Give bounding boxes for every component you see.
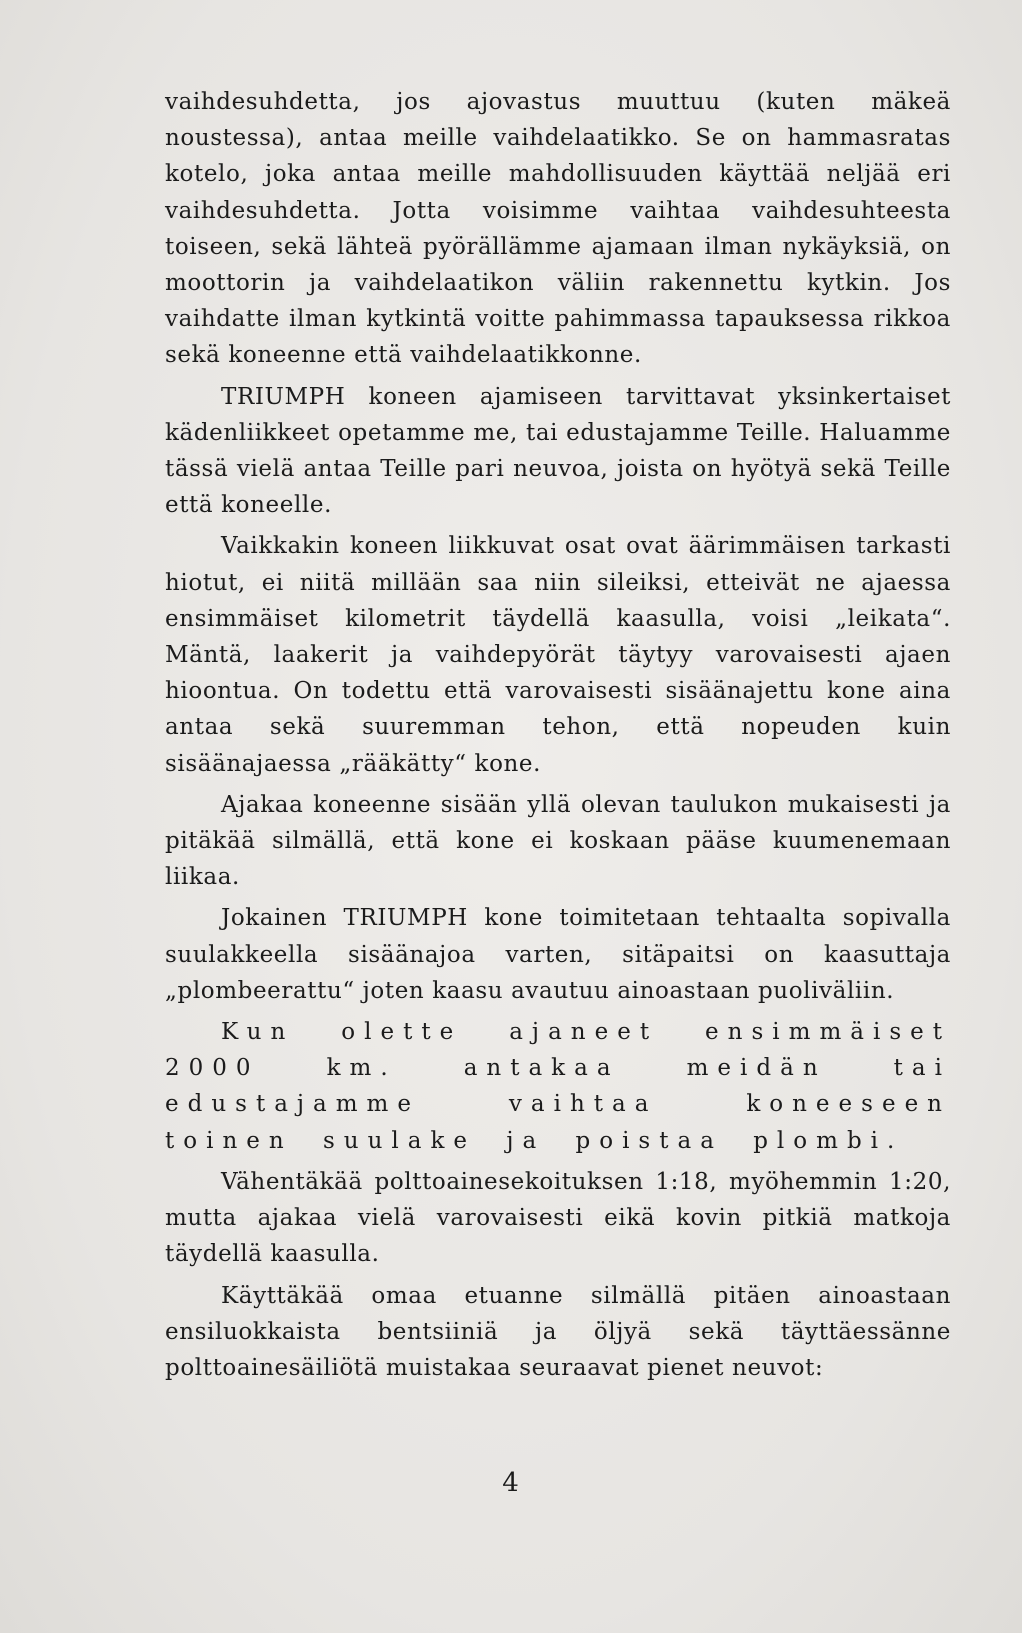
paragraph-triumph-handling: TRIUMPH koneen ajamiseen tarvittavat yksinkertaiset kädenliikkeet opetamme me, tai edustajamme Teille. Haluamme tässä vielä antaa Teille pari neuvoa, joista on hyötyä sekä Teille että koneelle. — [165, 383, 951, 519]
paragraph-fuel-advice: Käyttäkää omaa etuanne silmällä pitäen ainoastaan ensiluokkaista bentsiiniä ja öljyä sekä täyttäessänne polttoainesäiliötä muistakaa seuraavat pienet neuvot: — [165, 1282, 951, 1381]
paragraph-carburettor: Jokainen TRIUMPH kone toimitetaan tehtaalta sopivalla suulakkeella sisäänajoa varten, sitäpaitsi on kaasuttaja „plombeerattu“ joten kaasu avautuu ainoastaan puoliväliin. — [165, 905, 951, 1004]
paragraph-gearbox: vaihdesuhdetta, jos ajovastus muuttuu (kuten mäkeä noustessa), antaa meille vaihdelaatikko. Se on hammasratas kotelo, joka antaa meille mahdollisuuden käyttää neljää eri vaihdesuhdetta. Jotta voisimme vaihtaa vaihdesuhteesta toiseen, sekä lähteä pyörällämme ajamaan ilman nykäyksiä, on moottorin ja vaihdelaatikon väliin rakennettu kytkin. Jos vaihdatte ilman kytkintä voitte pahimmassa tapauksessa rikkoa sekä koneenne että vaihdelaatikkonne. — [165, 89, 951, 369]
paragraph-running-in-table: Ajakaa koneenne sisään yllä olevan taulukon mukaisesti ja pitäkää silmällä, että kone ei koskaan pääse kuumenemaan liikaa. — [165, 791, 951, 891]
paragraph-2000-km: Kun olette ajaneet ensimmäiset 2000 km. antakaa meidän tai edustajamme vaihtaa koneeseen toinen suulake ja poistaa plombi. — [165, 1019, 951, 1154]
paragraph-fuel-mixture: Vähentäkää polttoainesekoituksen 1:18, myöhemmin 1:20, mutta ajakaa vielä varovaisesti eikä kovin pitkiä matkoja täydellä kaasulla. — [165, 1168, 951, 1268]
paragraph-running-in: Vaikkakin koneen liikkuvat osat ovat äärimmäisen tarkasti hiotut, ei niitä millään saa niin sileiksi, etteivät ne ajaessa ensimmäiset kilometrit täydellä kaasulla, voisi „leikata“. Mäntä, laakerit ja vaihdepyörät täytyy varovaisesti ajaen hioontua. On todettu että varovaisesti sisäänajettu kone aina antaa sekä suuremman tehon, että nopeuden kuin sisäänajaessa „rääkätty“ kone. — [165, 533, 951, 777]
body-text — [165, 84, 951, 1386]
page-number: 4 — [502, 1468, 520, 1498]
